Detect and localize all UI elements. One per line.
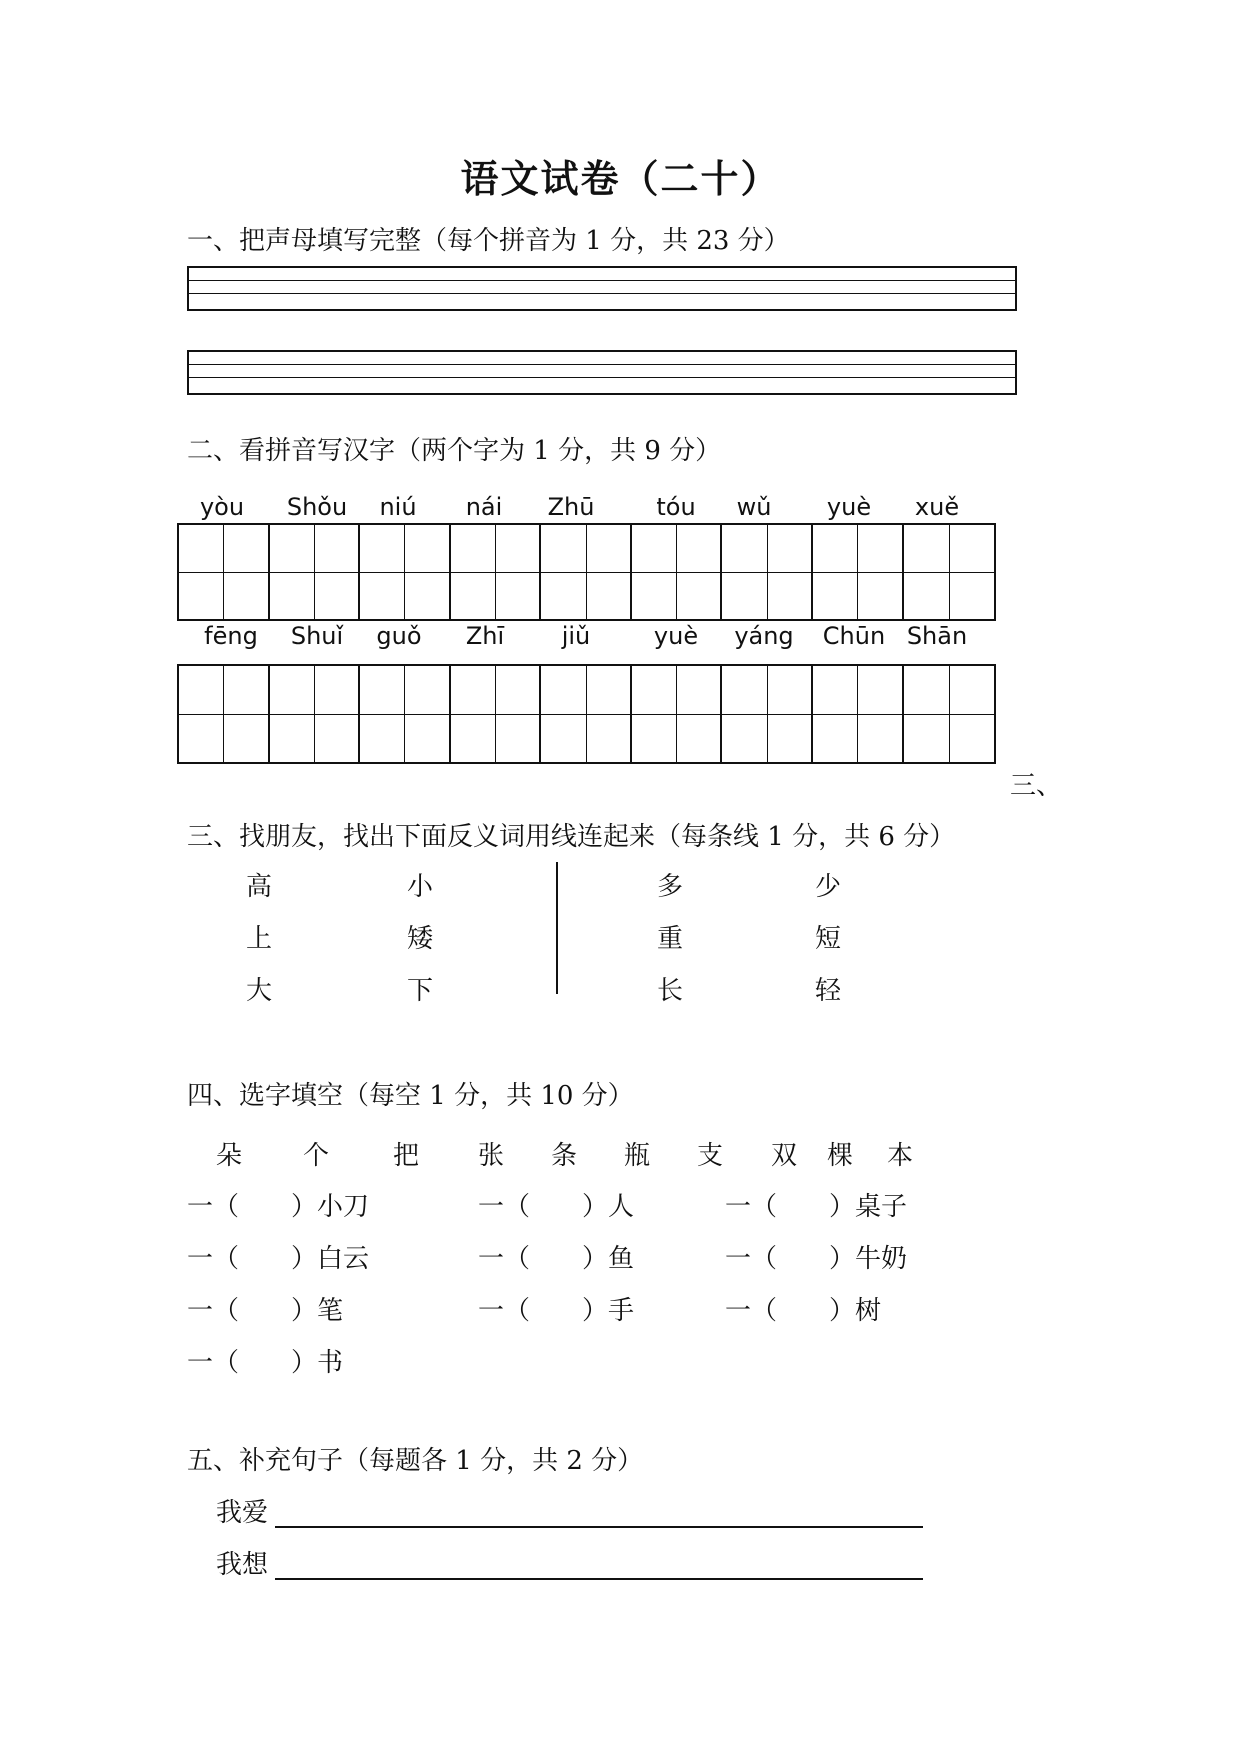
fill-blank-item[interactable]: 一（ ）树: [725, 1296, 882, 1326]
pinyin-label: yuè: [653, 622, 699, 650]
grid-cell[interactable]: [451, 525, 542, 619]
pinyin-label: niú: [379, 493, 417, 521]
stray-section-label: 三、: [1010, 771, 1063, 801]
antonym-word[interactable]: 小: [407, 872, 434, 902]
measure-word-option: 条: [551, 1141, 578, 1171]
pinyin-label: yòu: [199, 493, 245, 521]
pinyin-label: Zhū: [547, 493, 595, 521]
fill-blank-item[interactable]: 一（ ）鱼: [478, 1244, 635, 1274]
grid-cell[interactable]: [360, 525, 451, 619]
measure-word-option: 个: [303, 1141, 330, 1171]
pinyin-label: tóu: [656, 493, 696, 521]
pinyin-label: Shān: [906, 622, 968, 650]
grid-cell[interactable]: [179, 525, 270, 619]
hanzi-grid-1[interactable]: [177, 523, 996, 621]
fill-blank-item[interactable]: 一（ ）人: [478, 1192, 635, 1222]
fill-blank-item[interactable]: 一（ ）牛奶: [725, 1244, 908, 1274]
fill-blank-item[interactable]: 一（ ）桌子: [725, 1192, 908, 1222]
pinyin-label: yuè: [826, 493, 872, 521]
antonym-word[interactable]: 少: [815, 872, 842, 902]
fill-blank-item[interactable]: 一（ ）白云: [187, 1244, 370, 1274]
fill-blank-item[interactable]: 一（ ）小刀: [187, 1192, 370, 1222]
grid-cell[interactable]: [270, 666, 361, 762]
grid-cell[interactable]: [541, 666, 632, 762]
pinyin-label: yáng: [734, 622, 794, 650]
pinyin-label: nái: [465, 493, 503, 521]
hanzi-grid-2[interactable]: [177, 664, 996, 764]
antonym-word[interactable]: 下: [407, 976, 434, 1006]
section2-heading: 二、看拼音写汉字（两个字为 1 分，共 9 分）: [187, 436, 722, 466]
pinyin-label: xuě: [914, 493, 960, 521]
antonym-word[interactable]: 上: [246, 924, 273, 954]
fill-blank-item[interactable]: 一（ ）手: [478, 1296, 635, 1326]
pinyin-label: Shuǐ: [290, 622, 344, 650]
pinyin-writing-lines-1[interactable]: [187, 266, 1017, 311]
section4-heading: 四、选字填空（每空 1 分，共 10 分）: [187, 1081, 634, 1111]
fill-blank-item[interactable]: 一（ ）书: [187, 1348, 344, 1378]
measure-word-option: 朵: [216, 1141, 243, 1171]
pinyin-writing-lines-2[interactable]: [187, 350, 1017, 395]
fill-blank-item[interactable]: 一（ ）笔: [187, 1296, 344, 1326]
measure-word-option: 把: [393, 1141, 420, 1171]
pinyin-label: wǔ: [736, 493, 772, 521]
grid-cell[interactable]: [722, 666, 813, 762]
measure-word-option: 张: [478, 1141, 505, 1171]
pinyin-label: guǒ: [376, 622, 422, 650]
grid-cell[interactable]: [179, 666, 270, 762]
measure-word-option: 棵: [827, 1141, 854, 1171]
section5-heading: 五、补充句子（每题各 1 分，共 2 分）: [187, 1446, 644, 1476]
antonym-word[interactable]: 重: [657, 924, 684, 954]
antonym-word[interactable]: 多: [657, 872, 684, 902]
sentence-prompt: 我想: [216, 1550, 269, 1580]
antonym-word[interactable]: 大: [246, 976, 273, 1006]
antonym-word[interactable]: 长: [657, 976, 684, 1006]
pinyin-label: Shǒu: [286, 493, 348, 521]
page-title: 语文试卷（二十）: [460, 156, 781, 201]
grid-cell[interactable]: [632, 666, 723, 762]
grid-cell[interactable]: [904, 525, 995, 619]
section1-heading: 一、把声母填写完整（每个拼音为 1 分，共 23 分）: [187, 226, 790, 256]
grid-cell[interactable]: [813, 525, 904, 619]
grid-cell[interactable]: [541, 525, 632, 619]
measure-word-option: 支: [697, 1141, 724, 1171]
answer-line[interactable]: [275, 1526, 923, 1528]
measure-word-option: 双: [771, 1141, 798, 1171]
grid-cell[interactable]: [813, 666, 904, 762]
grid-cell[interactable]: [360, 666, 451, 762]
pinyin-label: jiǔ: [561, 622, 591, 650]
antonym-word[interactable]: 矮: [407, 924, 434, 954]
pinyin-label: Zhī: [465, 622, 505, 650]
measure-word-option: 瓶: [624, 1141, 651, 1171]
grid-cell[interactable]: [722, 525, 813, 619]
antonym-word[interactable]: 轻: [815, 976, 842, 1006]
column-divider: [556, 862, 558, 994]
grid-cell[interactable]: [904, 666, 995, 762]
sentence-prompt: 我爱: [216, 1498, 269, 1528]
antonym-word[interactable]: 高: [246, 872, 273, 902]
section3-heading: 三、找朋友，找出下面反义词用线连起来（每条线 1 分，共 6 分）: [187, 822, 956, 852]
antonym-word[interactable]: 短: [815, 924, 842, 954]
pinyin-label: fēng: [204, 622, 258, 650]
grid-cell[interactable]: [632, 525, 723, 619]
answer-line[interactable]: [275, 1578, 923, 1580]
grid-cell[interactable]: [270, 525, 361, 619]
pinyin-label: Chūn: [822, 622, 886, 650]
grid-cell[interactable]: [451, 666, 542, 762]
measure-word-option: 本: [887, 1141, 914, 1171]
